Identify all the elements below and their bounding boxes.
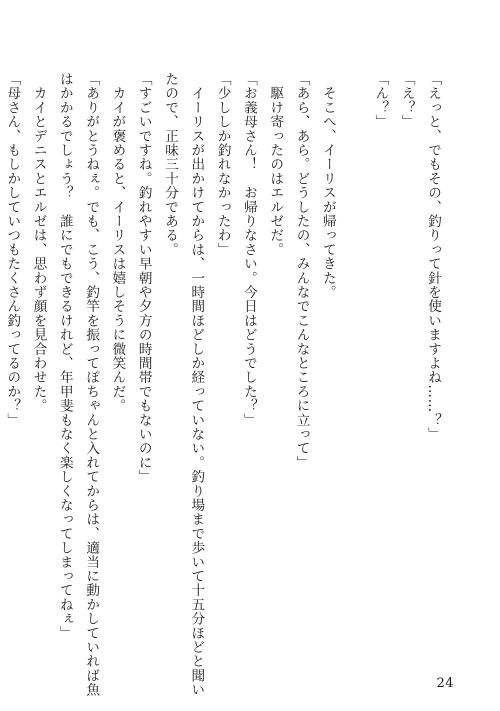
text-line: 「え？」 xyxy=(398,72,415,129)
text-line: 「あら、あら。どうしたの、みんなでこんなところに立って」 xyxy=(293,72,310,470)
page-number: 24 xyxy=(436,676,454,691)
text-line: 「すごいですね。釣れやすい早朝や夕方の時間帯でもないのに」 xyxy=(135,72,152,484)
text-line: イーリスが出かけてからは、一時間ほどしか経っていない。釣り場まで歩いて十五分ほどと聞い xyxy=(188,72,205,697)
text-line: 「ん？」 xyxy=(372,72,389,129)
text-line: はかかるでしょう？ 誰にでもできるけれど、年甲斐もなく楽しくなってしまってねぇ」 xyxy=(56,72,73,640)
text-line: 「えっと、でもその、釣りって針を使いますよね……？」 xyxy=(425,72,441,442)
text-line: 「少ししか釣れなかったわ」 xyxy=(214,72,231,257)
text-line: そこへ、イーリスが帰ってきた。 xyxy=(319,72,336,300)
text-line: 駆け寄ったのはエルゼだ。 xyxy=(267,72,284,257)
text-line: 「ありがとうねぇ。でも、こう、釣竿を振ってぽちゃんと入れてからは、適当に動かしていれば魚 xyxy=(83,72,100,697)
text-line: 「母さん、もしかしていつもたくさん釣ってるのか？」 xyxy=(4,72,21,427)
text-line: たので、正味三十分である。 xyxy=(162,72,179,257)
text-line: カイが褒めると、イーリスは嬉しそうに微笑んだ。 xyxy=(109,72,126,413)
text-line: カイとデニスとエルゼは、思わず顔を見合わせた。 xyxy=(30,72,47,413)
text-line: 「お義母さん！ お帰りなさい。今日はどうでした？」 xyxy=(240,72,257,427)
blank-line xyxy=(341,72,367,632)
